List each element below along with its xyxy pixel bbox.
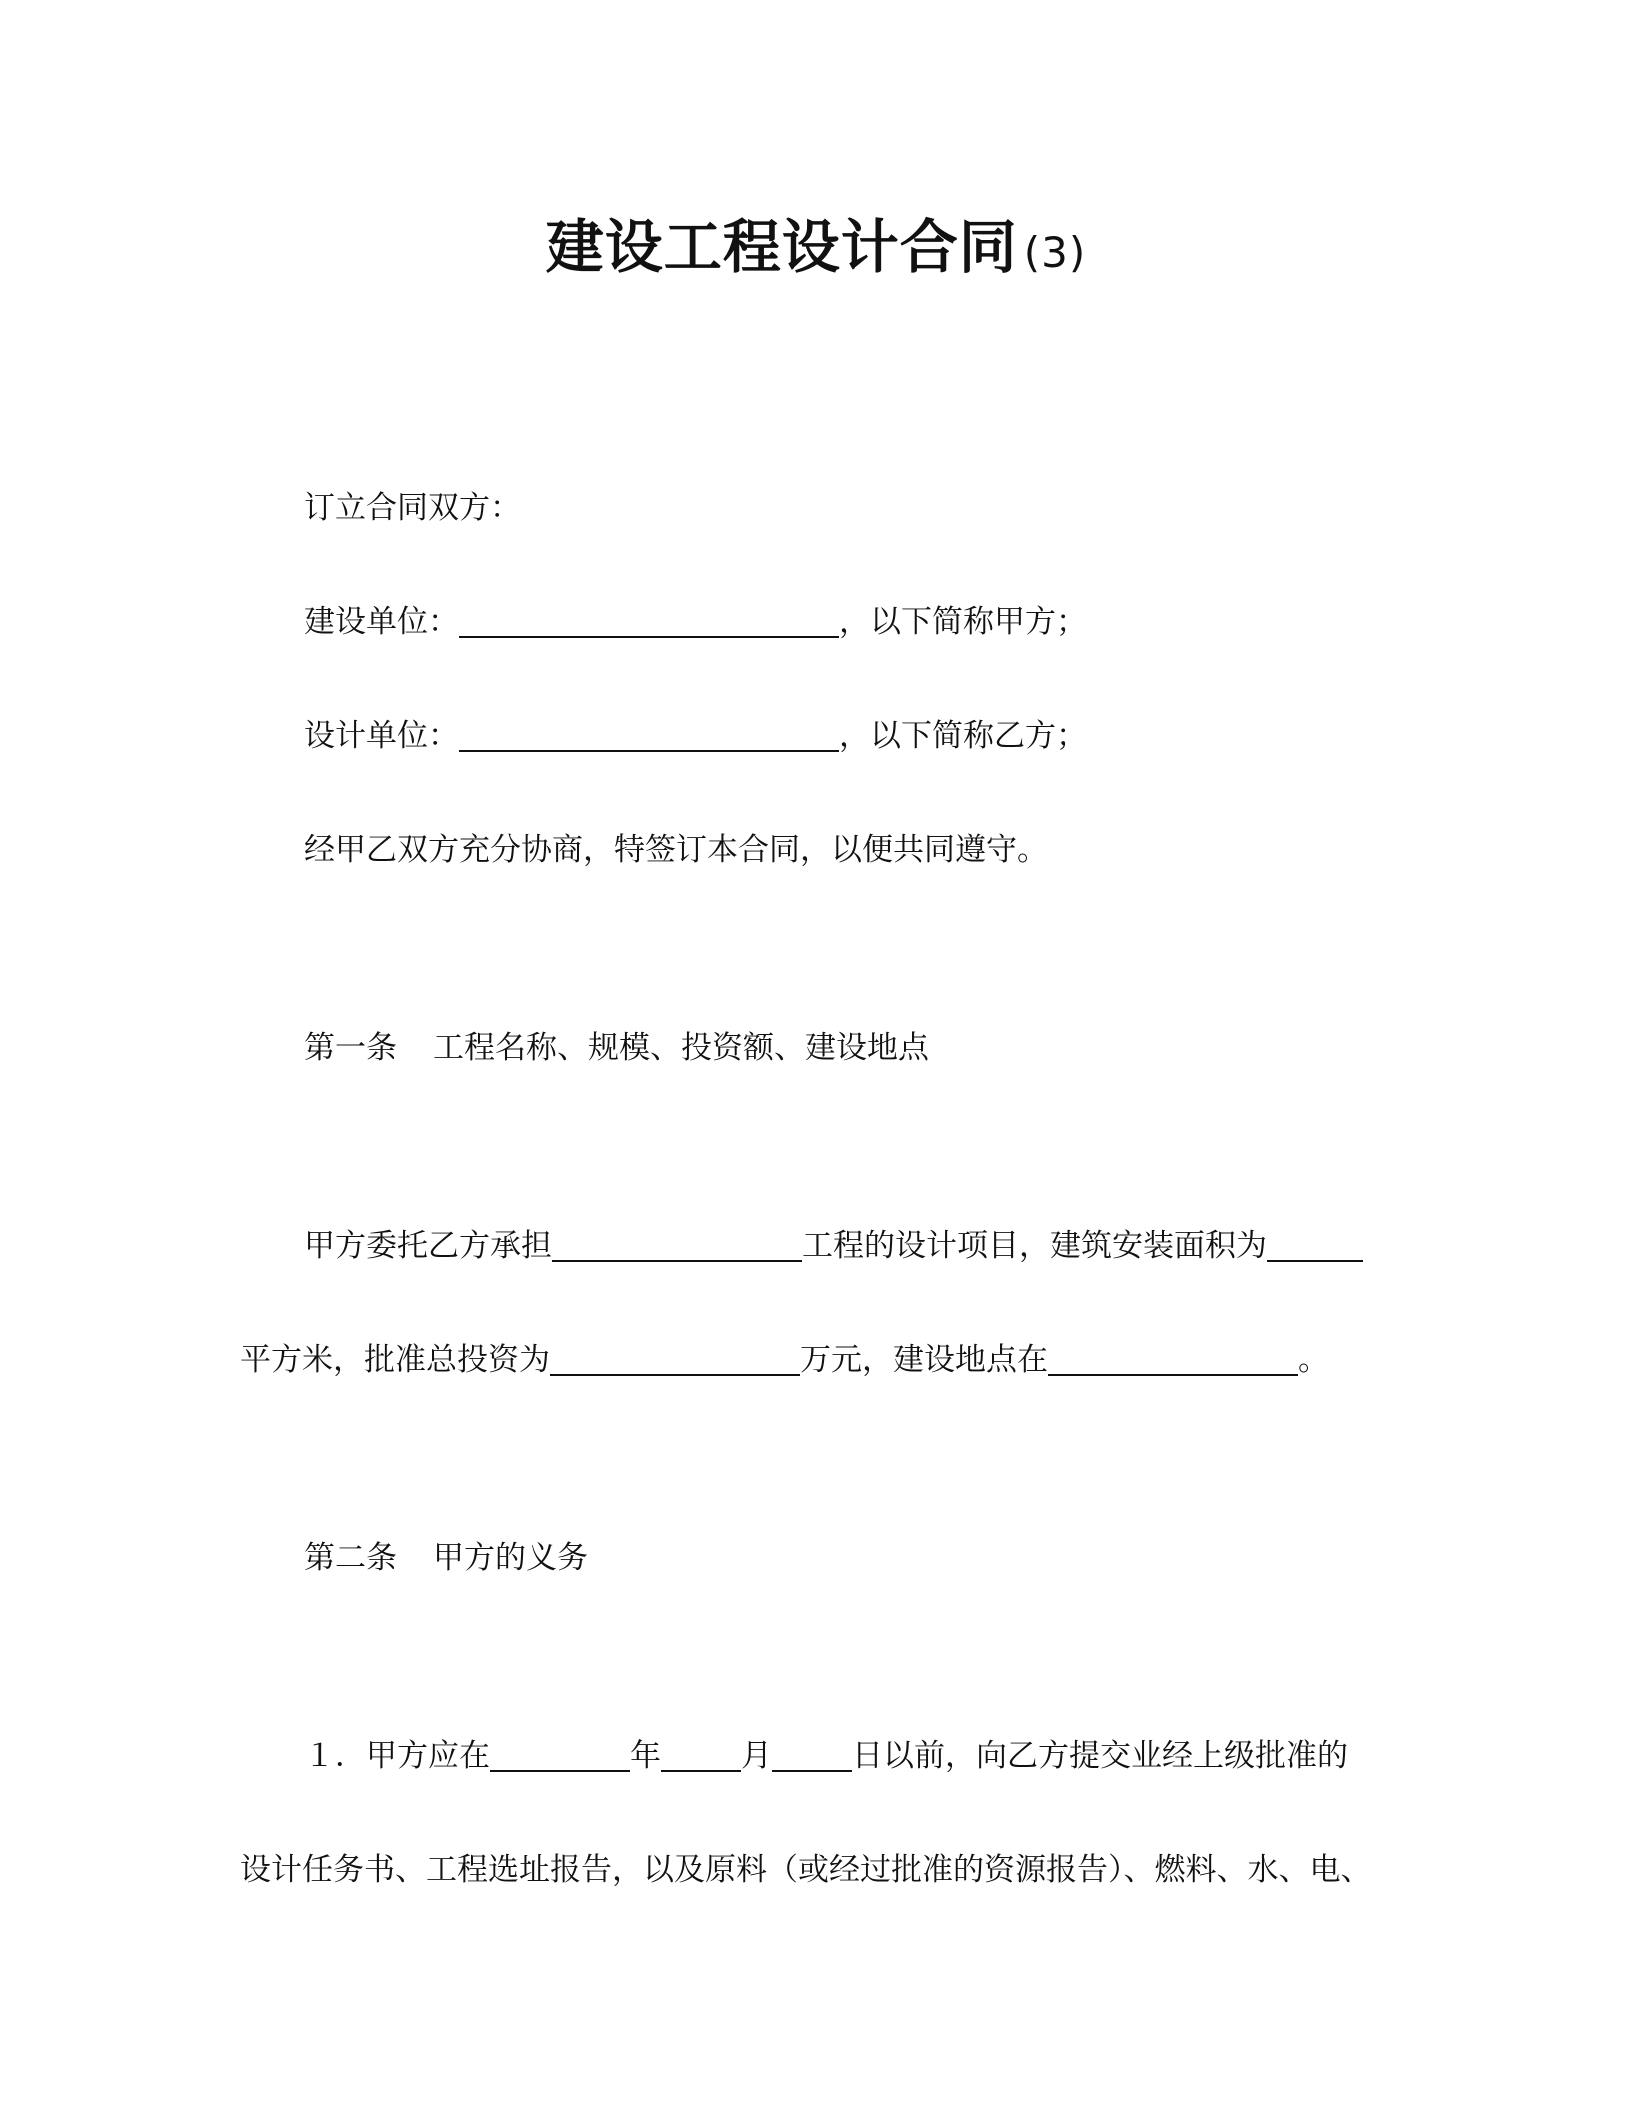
- investment-blank: [550, 1340, 800, 1376]
- article2-number: 第二条: [304, 1540, 397, 1576]
- project-name-blank: [552, 1226, 802, 1262]
- location-blank: [1048, 1340, 1298, 1376]
- client-suffix: ，以下简称甲方；: [839, 604, 1087, 640]
- client-name-blank: [459, 602, 839, 638]
- area-blank: [1267, 1226, 1363, 1262]
- designer-suffix: ，以下简称乙方；: [839, 718, 1087, 754]
- parties-heading: 订立合同双方：: [304, 490, 521, 526]
- month-blank: [661, 1736, 741, 1772]
- designer-line: [304, 716, 1087, 756]
- designer-label: 设计单位：: [304, 718, 459, 754]
- title-main: 建设工程设计合同: [545, 213, 1018, 281]
- article2-title: 甲方的义务: [433, 1540, 588, 1576]
- article2-item1-line1: １．甲方应在 年 月 日以前，向乙方提交业经上级批准的: [304, 1738, 1348, 1774]
- article1-title: 工程名称、规模、投资额、建设地点: [433, 1030, 929, 1066]
- year-blank: [490, 1736, 630, 1772]
- article2-heading: [304, 1538, 588, 1578]
- day-blank: [772, 1736, 852, 1772]
- title-suffix: (3): [1023, 228, 1087, 277]
- article1-line2: 平方米，批准总投资为 万元，建设地点在 。: [240, 1342, 1329, 1378]
- article1-line1: 甲方委托乙方承担 工程的设计项目，建筑安装面积为: [304, 1226, 1363, 1266]
- client-line: [304, 602, 1087, 642]
- document-title: [0, 200, 1632, 284]
- client-label: 建设单位：: [304, 604, 459, 640]
- designer-name-blank: [459, 716, 839, 752]
- article1-heading: [304, 1028, 929, 1068]
- article2-item1-line2: 设计任务书、工程选址报告，以及原料（或经过批准的资源报告）、燃料、水、电、: [240, 1852, 1372, 1888]
- agreement-line: 经甲乙双方充分协商，特签订本合同，以便共同遵守。: [304, 832, 1048, 868]
- article1-number: 第一条: [304, 1030, 397, 1066]
